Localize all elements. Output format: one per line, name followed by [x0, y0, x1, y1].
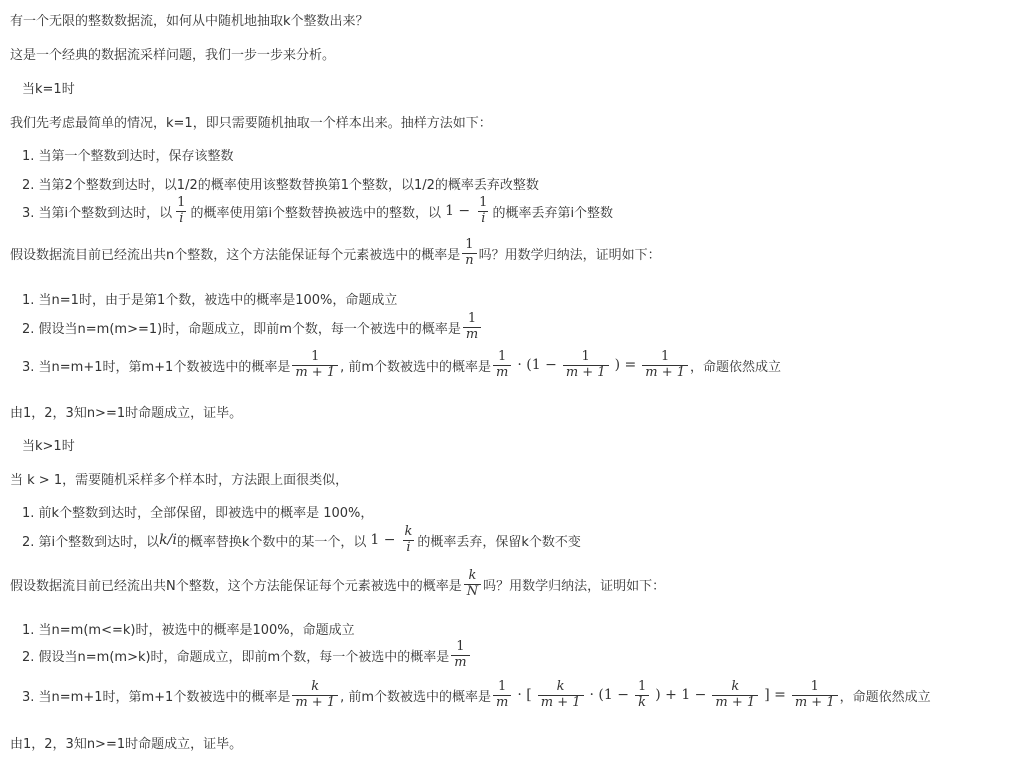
fraction-k-over-m1: $\frac{k}{m + 1}$ — [712, 680, 758, 711]
proof-k1-step-3: 3. 当n=m+1时，第m+1个数被选中的概率是 $\frac{1}{m + 1}$ , 前m个数被选中的概率是 $\frac{1}{m}$ · (1 − $\frac{1}{m + 1}$ ) = $\frac{1}{m + 1}$ ，命题依然成立 — [22, 349, 782, 380]
heading-kgt1: 当k>1时 — [22, 439, 75, 454]
para-kgt1: 当 k > 1，需要随机采样多个样本时，方法跟上面很类似， — [10, 473, 349, 488]
fraction-k-over-i: $\frac{k}{i}$ — [404, 524, 413, 555]
fraction-1-over-m: $\frac{1}{m}$ — [493, 680, 511, 711]
proof-k1-step-2: 2. 假设当n=m(m>=1)时，命题成立，即前m个数，每一个被选中的概率是 $\frac{1}{m}$ — [22, 312, 483, 343]
hypothesis-kgt1: 假设数据流目前已经流出共N个整数，这个方法能保证每个元素被选中的概率是 $\frac{k}{N}$ 吗？用数学归纳法，证明如下： — [10, 568, 666, 599]
fraction-1-over-m1: $\frac{1}{m + 1}$ — [563, 350, 609, 381]
hypothesis-k1: 假设数据流目前已经流出共n个整数，这个方法能保证每个元素被选中的概率是 $\frac{1}{n}$ 吗？用数学归纳法，证明如下： — [10, 237, 661, 268]
fraction-1-over-m: $\frac{1}{m}$ — [463, 312, 481, 343]
fraction-1-over-m1: $\frac{1}{m + 1}$ — [642, 350, 688, 381]
heading-k1: 当k=1时 — [22, 82, 75, 97]
fraction-1-over-k: $\frac{1}{k}$ — [635, 680, 649, 711]
question-title: 有一个无限的整数数据流，如何从中随机地抽取k个整数出来？ — [10, 14, 369, 29]
k1-step-3: 3. 当第i个整数到达时，以 $\frac{1}{i}$ 的概率使用第i个整数替换被选中的整数，以 1 − $\frac{1}{i}$ 的概率丢弃第i个整数 — [22, 195, 614, 226]
fraction-1-over-i: $\frac{1}{i}$ — [479, 195, 488, 226]
k1-step-1: 1. 当第一个整数到达时，保存该整数 — [22, 149, 234, 164]
fraction-k-over-m1: $\frac{k}{m + 1}$ — [292, 680, 338, 711]
proof-kgt1-step-1: 1. 当n=m(m<=k)时，被选中的概率是100%，命题成立 — [22, 623, 355, 638]
para-k1: 我们先考虑最简单的情况，k=1，即只需要随机抽取一个样本出来。抽样方法如下： — [10, 116, 492, 131]
fraction-1-over-m1: $\frac{1}{m + 1}$ — [792, 680, 838, 711]
proof-k1-step-1: 1. 当n=1时，由于是第1个数，被选中的概率是100%，命题成立 — [22, 293, 398, 308]
fraction-1-over-n: $\frac{1}{n}$ — [462, 238, 476, 269]
fraction-1-over-m: $\frac{1}{m}$ — [493, 350, 511, 381]
kgt1-step-2: 2. 第i个整数到达时，以 k/i 的概率替换k个数中的某一个，以 1 − $\frac{k}{i}$ 的概率丢弃，保留k个数不变 — [22, 524, 581, 555]
proof-kgt1-step-3: 3. 当n=m+1时，第m+1个数被选中的概率是 $\frac{k}{m + 1}$ , 前m个数被选中的概率是 $\frac{1}{m}$ · [ $\frac{k}{m + 1}$ · (1 − $\frac{1}{k}$ ) + 1 − $\frac{k}{m + 1}$ ] = $\frac{1}{m + 1}$ ，命题依然成立 — [22, 679, 931, 710]
conclusion-kgt1: 由1，2，3知n>=1时命题成立，证毕。 — [10, 737, 243, 752]
proof-kgt1-step-2: 2. 假设当n=m(m>k)时，命题成立，即前m个数，每一个被选中的概率是 $\frac{1}{m}$ — [22, 640, 472, 671]
fraction-1-over-m: $\frac{1}{m}$ — [451, 640, 469, 671]
fraction-k-over-N: $\frac{k}{N}$ — [464, 569, 481, 600]
fraction-1-over-m1: $\frac{1}{m + 1}$ — [292, 350, 338, 381]
fraction-1-over-i: $\frac{1}{i}$ — [177, 195, 186, 226]
fraction-k-over-m1: $\frac{k}{m + 1}$ — [538, 680, 584, 711]
conclusion-k1: 由1，2，3知n>=1时命题成立，证毕。 — [10, 406, 243, 421]
intro-text: 这是一个经典的数据流采样问题，我们一步一步来分析。 — [10, 48, 336, 63]
kgt1-step-1: 1. 前k个整数到达时，全部保留，即被选中的概率是 100%， — [22, 506, 374, 521]
k1-step-2: 2. 当第2个整数到达时，以1/2的概率使用该整数替换第1个整数，以1/2的概率丢弃改整数 — [22, 178, 539, 193]
